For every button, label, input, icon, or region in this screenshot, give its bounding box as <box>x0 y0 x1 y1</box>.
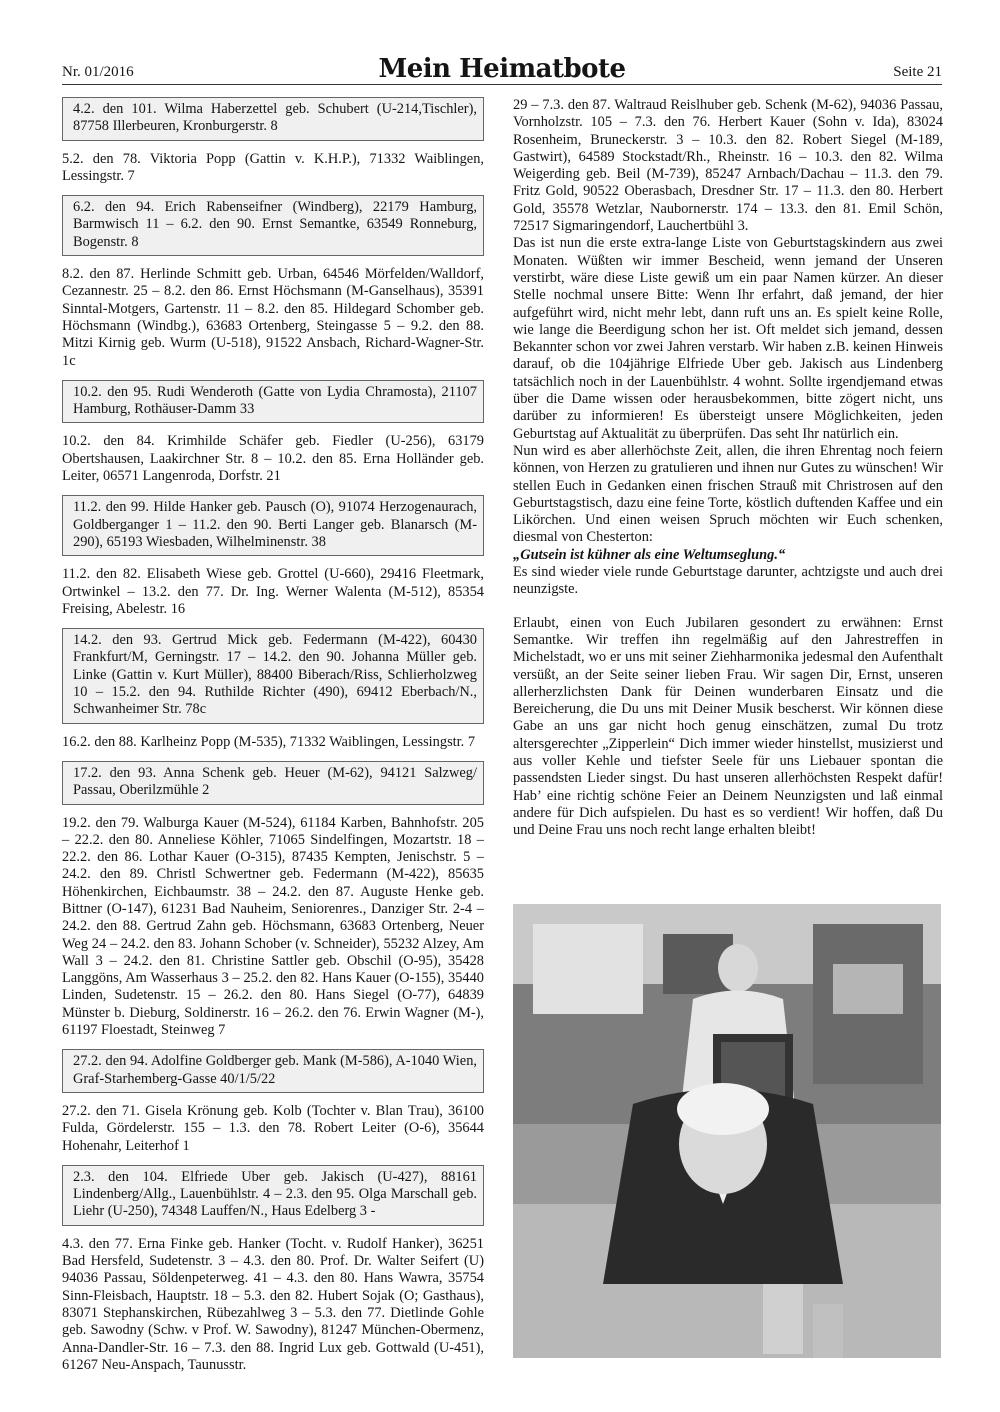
paragraph-gap <box>513 599 943 615</box>
birthday-entry-boxed: 2.3. den 104. Elfriede Uber geb. Jakisch (U-427), 88161 Lindenberg/Allg., Lauenbühlstr. 4 – 2.3. den 95. Olga Marschall geb. Liehr (U-250), 74348 Lauffen/N., Haus Edelberg 3 - <box>62 1165 484 1226</box>
article-paragraph: Erlaubt, einen von Euch Jubilaren gesondert zu erwähnen: Ernst Semantke. Wir treffen ihn regelmäßig auf den Jahrestreffen in Michelstadt, wo er uns mit seiner Ziehharmonika jedesmal den Aufenthalt versüßt, an der Seite seiner lieben Frau. Wir sagen Dir, Ernst, unseren allerherzlichsten Dank für Deinen wunderbaren Einsatz und die Bereicherung, die Du uns mit Deiner Musik bescherst. Wir können diese Gabe an uns gar nicht hoch genug einschätzen, zumal Du trotz altersgerechter „Zipperlein“ Dich immer wieder hinstellst, musizierst und aus voller Kehle und tiefster Seele für uns Liebauer spontan die passendsten Lieder singst. Du hast unseren allerhöchsten Respekt dafür! Hab’ eine richtig schöne Feier an Deinem Neunzigsten und laß einmal andere für Dich aufspielen. Du hast es so verdient! Wir hoffen, daß Du und Deine Frau uns noch recht lange erhalten bleibt! <box>513 614 943 839</box>
birthday-entry: 5.2. den 78. Viktoria Popp (Gattin v. K.H.P.), 71332 Waiblingen, Lessingstr. 7 <box>62 150 484 184</box>
article-paragraph: Das ist nun die erste extra-lange Liste von Geburtstagskindern aus zwei Monaten. Wüßten wir immer Bescheid, wenn jemand der Unseren verstirbt, wäre diese Liste gewiß um ein paar Namen kürzer. An dieser Stelle nochmal unsere Bitte: Wenn Ihr erfahrt, daß jemand, der hier aufgeführt wird, nicht mehr lebt, dann ruft uns an. Es spielt keine Rolle, wie lange die Beerdigung schon her ist. Oft meldet sich jemand, dessen Bekannter schon vor zwei Jahren verstarb. Wir haben z.B. keinen Hinweis darauf, ob die 104jährige Elfriede Uber geb. Jakisch aus Lindenberg tatsächlich noch in der Lauenbühlstr. 4 wohnt. Sollte irgendjemand etwas über die Dame wissen oder herausbekommen, bitte zögert nicht, uns darüber zu informieren! Es übersteigt unsere Möglichkeiten, jeden Geburtstag auf Aktualität zu überprüfen. Das seht Ihr natürlich ein. <box>513 235 943 442</box>
photo-accordion-player <box>513 904 941 1358</box>
birthday-entry-boxed: 27.2. den 94. Adolfine Goldberger geb. Mank (M-586), A-1040 Wien, Graf-Starhemberg-Gasse 40/1/5/22 <box>62 1049 484 1093</box>
birthday-entry-boxed: 11.2. den 99. Hilde Hanker geb. Pausch (O), 91074 Herzogenaurach, Goldberganger 1 – 11.2. den 90. Berti Langer geb. Blanarsch (M-290), 65193 Wiesbaden, Wilhelminenstr. 38 <box>62 495 484 556</box>
chesterton-quote: „Gutsein ist kühner als eine Weltumseglung.“ <box>513 546 786 563</box>
birthday-entry: 4.3. den 77. Erna Finke geb. Hanker (Tocht. v. Rudolf Hanker), 36251 Bad Hersfeld, Sudetenstr. 3 – 4.3. den 80. Prof. Dr. Walter Seifert (U) 94036 Passau, Söldenpeterweg. 41 – 4.3. den 80. Hans Wawra, 35754 Sinn-Fleisbach, Hauptstr. 18 – 5.3. den 82. Hubert Sojak (O; Gasthaus), 83071 Stephanskirchen, Rübezahlweg 3 – 5.3. den 77. Dietlinde Gohle geb. Sawodny (Schw. v Prof. W. Sawodny), 81247 München-Obermenz, Anna-Dandler-Str. 16 – 7.3. den 88. Ingrid Lux geb. Gottwald (U-451), 61267 Neu-Anspach, Taunusstr. <box>62 1235 484 1373</box>
birthday-entry-boxed: 4.2. den 101. Wilma Haberzettel geb. Schubert (U-214,Tischler), 87758 Illerbeuren, Kronburgerstr. 8 <box>62 97 484 141</box>
article-paragraph: Nun wird es aber allerhöchste Zeit, allen, die ihren Ehrentag noch feiern können, von Herzen zu gratulieren und ihnen nur Gutes zu wünschen! Wir stellen Euch in Gedanken einen frischen Strauß mit Christrosen auf den Geburtstagstisch, dazu eine feine Torte, köstlich duftenden Kaffee und ein Likörchen. Und einen weisen Spruch möchten wir Euch schenken, diesmal von Chesterton: <box>513 442 943 546</box>
right-column <box>513 97 943 839</box>
birthday-entry-boxed: 6.2. den 94. Erich Rabenseifner (Windberg), 22179 Hamburg, Barmwisch 11 – 6.2. den 90. Ernst Semantke, 63549 Ronneburg, Bogenstr. 8 <box>62 195 484 256</box>
birthday-entry-boxed: 17.2. den 93. Anna Schenk geb. Heuer (M-62), 94121 Salzweg/ Passau, Oberilzmühle 2 <box>62 761 484 805</box>
birthday-entry: 10.2. den 84. Krimhilde Schäfer geb. Fiedler (U-256), 63179 Obertshausen, Laakirchner Str. 8 – 10.2. den 85. Erna Holländer geb. Leiter, 06571 Langenroda, Dorfstr. 21 <box>62 433 484 485</box>
issue-number: Nr. 01/2016 <box>62 64 134 80</box>
newspaper-title-logo: Mein Heimatbote <box>378 54 626 84</box>
photo-illustration <box>513 904 941 1358</box>
birthday-entries-continued: 29 – 7.3. den 87. Waltraud Reislhuber geb. Schenk (M-62), 94036 Passau, Vornholzstr. 105 – 7.3. den 76. Herbert Kauer (Sohn v. Ida), 83024 Rosenheim, Bruneckerstr. 3 – 10.3. den 82. Robert Siegel (M-189, Gastwirt), 64589 Stockstadt/Rh., Rheinstr. 16 – 10.3. den 82. Wilma Weigerding geb. Beil (M-739), 85247 Arnbach/Dachau – 11.3. den 79. Fritz Gold, 90522 Oberasbach, Dresdner Str. 17 – 11.3. den 80. Herbert Gold, 35578 Wetzlar, Naubornerstr. 174 – 13.3. den 81. Emil Schön, 72517 Sigmaringendorf, Lauchertbühl 3. <box>513 97 943 235</box>
article-paragraph: Es sind wieder viele runde Geburtstage darunter, achtzigste und auch drei neunzigste. <box>513 564 943 598</box>
header-rule <box>62 84 942 85</box>
birthday-entry: 8.2. den 87. Herlinde Schmitt geb. Urban, 64546 Mörfelden/Walldorf, Cezannestr. 25 – 8.2. den 86. Ernst Höchsmann (M-Ganselhaus), 35391 Sinntal-Motgers, Gartenstr. 11 – 8.2. den 85. Hildegard Schomber geb. Höchsmann (Windbg.), 63683 Ortenberg, Steingasse 5 – 9.2. den 88. Mitzi Kirnig geb. Wurm (U-518), 91522 Ansbach, Richard-Wagner-Str. 1c <box>62 266 484 369</box>
birthday-entry: 19.2. den 79. Walburga Kauer (M-524), 61184 Karben, Bahnhofstr. 205 – 22.2. den 80. Anneliese Köhler, 71065 Sindelfingen, Mozartstr. 18 – 22.2. den 86. Lothar Kauer (O-315), 87435 Kempten, Jenischstr. 5 – 24.2. den 89. Christl Schwertner geb. Federmann (M-422), 85635 Höhenkirchen, Eichbaumstr. 38 – 24.2. den 87. Auguste Henke geb. Bittner (O-147), 61231 Bad Nauheim, Seniorenres., Danziger Str. 2-4 – 24.2. den 88. Gertrud Zahn geb. Höchsmann, 63683 Ortenberg, Neuer Weg 24 – 24.2. den 83. Johann Schober (v. Schneider), 55232 Alzey, Am Wall 3 – 24.2. den 81. Christine Sattler geb. Obschil (O-95), 35428 Langgöns, Am Wasserhaus 3 – 25.2. den 82. Hans Kauer (O-155), 35440 Linden, Sudetenstr. 15 – 26.2. den 80. Hans Siegel (O-77), 64839 Münster b. Dieburg, Soldinerstr. 16 – 26.2. den 76. Erwin Wagner (M-), 61197 Floestadt, Steinweg 7 <box>62 814 484 1039</box>
birthday-entry-boxed: 10.2. den 95. Rudi Wenderoth (Gatte von Lydia Chramosta), 21107 Hamburg, Rothäuser-Damm 33 <box>62 380 484 424</box>
left-column <box>62 97 484 1384</box>
birthday-entry: 11.2. den 82. Elisabeth Wiese geb. Grottel (U-660), 29416 Fleetmark, Ortwinkel – 13.2. den 77. Dr. Ing. Werner Walenta (M-512), 85354 Freising, Abelestr. 16 <box>62 566 484 617</box>
birthday-entry: 27.2. den 71. Gisela Krönung geb. Kolb (Tochter v. Blan Trau), 36100 Fulda, Gördelerstr. 155 – 1.3. den 78. Robert Leiter (O-6), 35644 Hohenahr, Leiterhof 1 <box>62 1102 484 1154</box>
page-number: Seite 21 <box>893 64 942 80</box>
birthday-entry: 16.2. den 88. Karlheinz Popp (M-535), 71332 Waiblingen, Lessingstr. 7 <box>62 733 476 750</box>
birthday-entry-boxed: 14.2. den 93. Gertrud Mick geb. Federmann (M-422), 60430 Frankfurt/M, Gerningstr. 17 – 14.2. den 90. Johanna Müller geb. Linke (Gattin v. Kurt Müller), 88400 Biberach/Riss, Schlierholzweg 10 – 15.2. den 94. Ruthilde Richter (490), 69412 Eberbach/N., Schwanheimer Str. 78c <box>62 628 484 723</box>
